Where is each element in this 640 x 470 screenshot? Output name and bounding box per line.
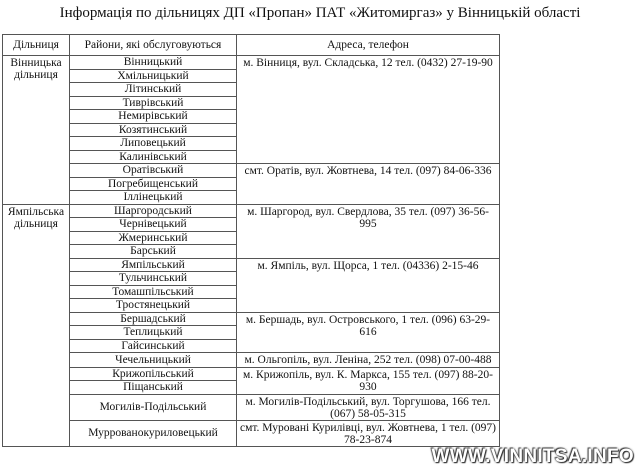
address-cell: м. Крижопіль, вул. К. Маркса, 155 тел. (097) 88-20-930 bbox=[237, 367, 500, 394]
address-cell: смт. Муровані Курилівці, вул. Жовтнева, 1 тел. (097) 78-23-874 bbox=[237, 420, 500, 446]
rayon-cell: Іллінецький bbox=[70, 191, 237, 205]
address-cell: м. Шаргород, вул. Свердлова, 35 тел. (097) 36-56-995 bbox=[237, 204, 500, 258]
header-address: Адреса, телефон bbox=[237, 35, 500, 56]
header-district: Дільниця bbox=[3, 35, 70, 56]
rayon-cell: Тиврівський bbox=[70, 96, 237, 110]
rayon-cell: Шаргородський bbox=[70, 204, 237, 218]
rayon-cell: Козятинський bbox=[70, 123, 237, 137]
table-row bbox=[3, 164, 500, 178]
table-row bbox=[3, 367, 500, 381]
rayon-cell: Крижопільський bbox=[70, 367, 237, 381]
rayon-cell: Теплицький bbox=[70, 326, 237, 340]
rayon-cell: Вінницький bbox=[70, 56, 237, 70]
table-row bbox=[3, 312, 500, 326]
rayon-cell: Погребищенський bbox=[70, 177, 237, 191]
address-cell: м. Могилів-Подільський, вул. Торгушова, 166 тел. (067) 58-05-315 bbox=[237, 394, 500, 420]
rayon-cell: Чернівецький bbox=[70, 218, 237, 232]
page-title: Інформація по дільницях ДП «Пропан» ПАТ «Житомиргаз» у Вінницькій області bbox=[59, 5, 581, 21]
rayon-cell: Могилів-Подільський bbox=[70, 394, 237, 420]
table-row bbox=[3, 353, 500, 368]
rayon-cell: Калинівський bbox=[70, 150, 237, 164]
district-cell: Ямпільська дільниця bbox=[3, 204, 70, 446]
address-cell: м. Бершадь, вул. Островського, 1 тел. (096) 63-29-616 bbox=[237, 312, 500, 353]
rayon-cell: Піщанський bbox=[70, 381, 237, 395]
rayon-cell: Бершадський bbox=[70, 312, 237, 326]
rayon-cell: Тростянецький bbox=[70, 299, 237, 313]
table-body bbox=[3, 56, 500, 447]
table-row bbox=[3, 56, 500, 70]
rayon-cell: Томашпільський bbox=[70, 285, 237, 299]
site-watermark: WWW.VINNITSA.INFO bbox=[431, 446, 634, 467]
rayon-cell: Тульчинський bbox=[70, 272, 237, 286]
table-row bbox=[3, 420, 500, 446]
table-row bbox=[3, 204, 500, 218]
rayon-cell: Ямпільський bbox=[70, 258, 237, 272]
rayon-cell: Барський bbox=[70, 245, 237, 259]
rayon-cell: Літинський bbox=[70, 83, 237, 97]
rayon-cell: Чечельницький bbox=[70, 353, 237, 368]
rayon-cell: Липовецький bbox=[70, 137, 237, 151]
table-header-row bbox=[3, 35, 500, 56]
rayon-cell: Оратівський bbox=[70, 164, 237, 178]
address-cell: м. Ямпіль, вул. Щорса, 1 тел. (04336) 2-15-46 bbox=[237, 258, 500, 312]
header-rayons: Райони, які обслуговуються bbox=[70, 35, 237, 56]
rayon-cell: Жмеринський bbox=[70, 231, 237, 245]
table-row bbox=[3, 258, 500, 272]
rayon-cell: Гайсинський bbox=[70, 339, 237, 353]
rayon-cell: Муррованокуриловецький bbox=[70, 420, 237, 446]
rayon-cell: Немирівський bbox=[70, 110, 237, 124]
address-cell: м. Ольгопіль, вул. Леніна, 252 тел. (098) 07-00-488 bbox=[237, 353, 500, 368]
district-table bbox=[2, 34, 500, 447]
district-cell: Вінницька дільниця bbox=[3, 56, 70, 205]
address-cell: м. Вінниця, вул. Складська, 12 тел. (0432) 27-19-90 bbox=[237, 56, 500, 164]
address-cell: смт. Оратів, вул. Жовтнева, 14 тел. (097) 84-06-336 bbox=[237, 164, 500, 205]
table-row bbox=[3, 394, 500, 420]
rayon-cell: Хмільницький bbox=[70, 69, 237, 83]
